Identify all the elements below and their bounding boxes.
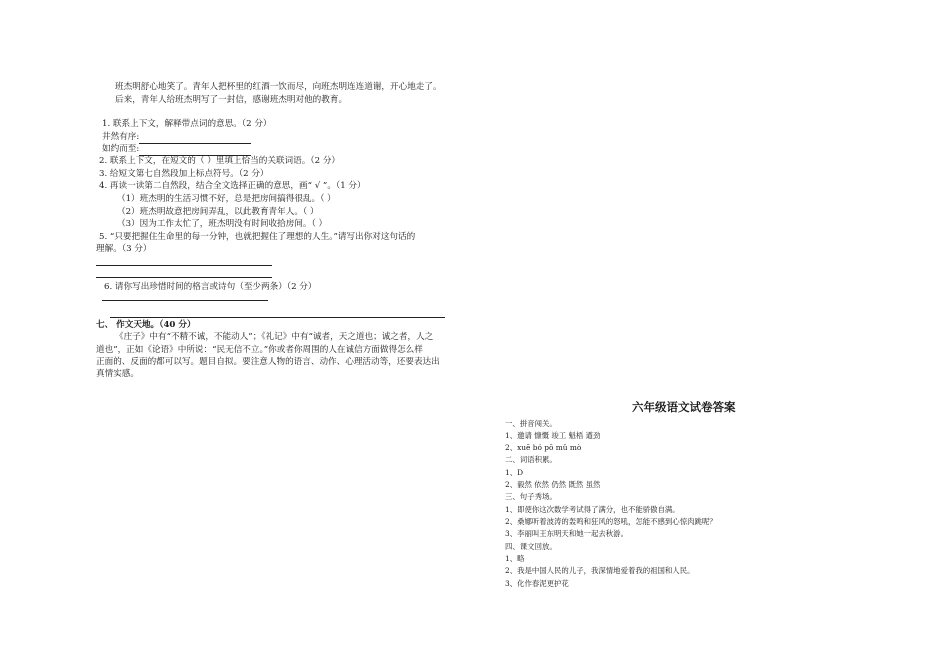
question-4-option-1: （1）班杰明的生活习惯不好，总是把房间搞得很乱。（ ） xyxy=(117,194,336,204)
answer-line-6: 2、毅然 依然 仍然 既然 虽然 xyxy=(505,480,601,489)
answer-line-2: 1、邀请 慷慨 竣工 魁梧 遒劲 xyxy=(505,431,601,440)
section-7-line-1: 《庄子》中有“不精不诚，不能动人”；《礼记》中有“诚者，天之道也；诚之者，人之 xyxy=(115,332,434,342)
question-5-line-2: 理解。（3 分） xyxy=(96,244,152,254)
question-4-option-3: （3）因为工作太忙了，班杰明没有时间收拾房间。（ ） xyxy=(117,219,328,229)
question-1-item-b-label: 如约而至: xyxy=(102,144,140,154)
answer-line[interactable] xyxy=(96,277,272,278)
answer-line-11: 四、课文回放。 xyxy=(505,542,557,551)
question-1: 1. 联系上下文，解释带点词的意思。（2 分） xyxy=(102,119,272,129)
section-7-line-3: 正面的、反面的都可以写。题目自拟。要注意人物的语言、动作、心理活动等，还要表达出 xyxy=(96,357,440,367)
section-7-title: 七、 作文天地。（40 分） xyxy=(96,320,196,330)
section-7-line-4: 真情实感。 xyxy=(96,369,139,379)
answer-blank[interactable] xyxy=(139,132,251,144)
answer-line-10: 3、李丽叫王东明天和她一起去秋游。 xyxy=(505,529,628,538)
answer-line-5: 1、D xyxy=(505,468,524,477)
answer-line-8: 1、即使你这次数学考试得了满分，也不能骄傲自满。 xyxy=(505,505,680,514)
question-4: 4. 再读一读第二自然段，结合全文选择正确的意思，画“ √ ”。（1 分） xyxy=(99,181,366,191)
answer-line-4: 二、词语积累。 xyxy=(505,455,557,464)
question-5-line-1: 5. “只要把握住生命里的每一分钟，也就把握住了理想的人生。”请写出你对这句话的 xyxy=(99,232,416,242)
question-1-item-b xyxy=(102,144,251,156)
answer-line-7: 三、句子秀场。 xyxy=(505,492,557,501)
question-1-item-a xyxy=(102,132,251,144)
question-3: 3. 给短文第七自然段加上标点符号。（2 分） xyxy=(99,169,269,179)
answer-line-3: 2、xuē bó pō mǔ mò xyxy=(505,443,582,452)
passage-line-1: 班杰明舒心地笑了。青年人把杯里的红酒一饮而尽，向班杰明连连道谢，开心地走了。 xyxy=(115,82,442,92)
answer-line-1: 一、拼音闯关。 xyxy=(505,419,557,428)
answer-blank[interactable] xyxy=(139,144,251,156)
section-7-line-2: 道也”，正如《论语》中所说：“民无信不立。”你或者你周围的人在诚信方面做得怎么样 xyxy=(96,345,423,355)
question-4-option-2: （2）班杰明故意把房间弄乱，以此教育青年人。（ ） xyxy=(117,207,319,217)
answer-line[interactable] xyxy=(102,300,268,301)
answer-line-9: 2、桑娜听着波涛的轰鸣和狂风的怒吼，怎能不感到心惊肉跳呢？ xyxy=(505,517,717,526)
answer-line[interactable] xyxy=(96,265,272,266)
answer-line-12: 1、略 xyxy=(505,554,525,563)
answer-line-13: 2、我是中国人民的儿子，我深情地爱着我的祖国和人民。 xyxy=(505,566,695,575)
question-6: 6. 请你写出珍惜时间的格言或诗句（至少两条）（2 分） xyxy=(104,282,317,292)
answer-line[interactable] xyxy=(110,317,445,318)
passage-line-2: 后来，青年人给班杰明写了一封信，感谢班杰明对他的教育。 xyxy=(115,95,348,105)
question-2: 2. 联系上下文，在短文的（ ）里填上恰当的关联词语。（2 分） xyxy=(99,156,341,166)
question-1-item-a-label: 井然有序: xyxy=(102,132,140,142)
answer-line-14: 3、化作春泥更护花 xyxy=(505,579,569,588)
answer-key-title: 六年级语文试卷答案 xyxy=(632,400,736,414)
